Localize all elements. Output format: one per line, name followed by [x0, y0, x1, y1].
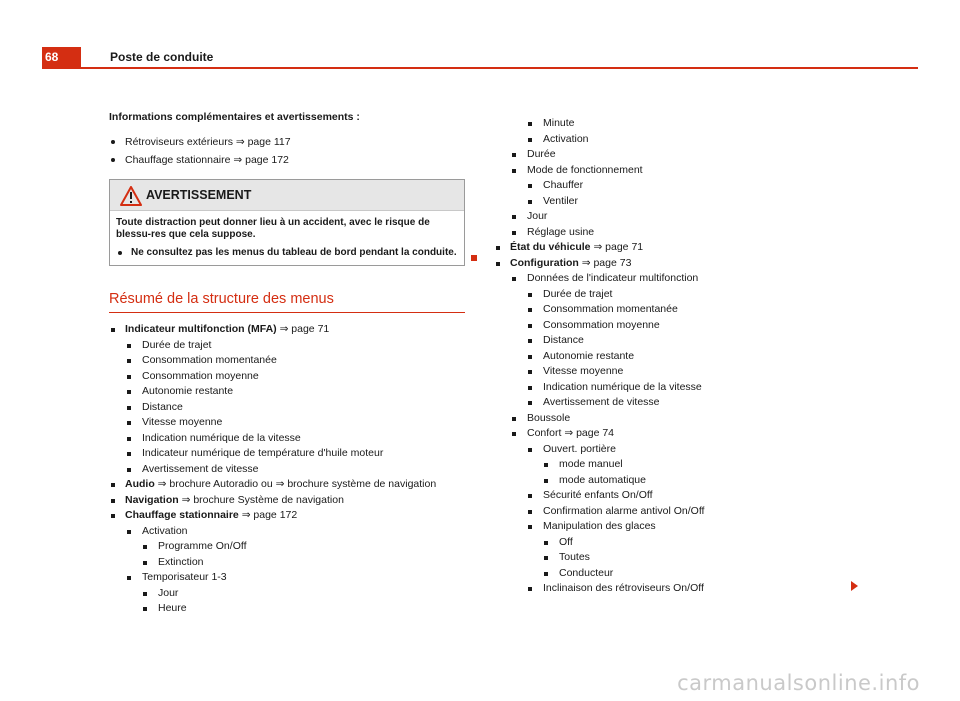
list-item: Avertissement de vitesse — [109, 462, 479, 478]
list-item: Durée de trajet — [109, 338, 479, 354]
list-item: Boussole — [494, 411, 874, 427]
chapter-title: Poste de conduite — [110, 50, 214, 64]
warning-title: AVERTISSEMENT — [110, 180, 464, 211]
list-item: Conducteur — [494, 566, 874, 582]
list-item: Chauffage stationnaire ⇒ page 172 — [109, 151, 465, 169]
page-number: 68 — [42, 47, 81, 67]
list-item: Consommation moyenne — [109, 369, 479, 385]
list-item: Indication numérique de la vitesse — [494, 380, 874, 396]
list-item: État du véhicule ⇒ page 71 — [494, 240, 874, 256]
list-item: Jour — [494, 209, 874, 225]
intro-list — [109, 133, 465, 169]
list-item: Activation — [494, 132, 874, 148]
page-header — [42, 47, 918, 69]
list-item: Distance — [494, 333, 874, 349]
list-item: Rétroviseurs extérieurs ⇒ page 117 — [109, 133, 465, 151]
list-item: Toutes — [494, 550, 874, 566]
list-item: Consommation momentanée — [494, 302, 874, 318]
list-item: Sécurité enfants On/Off — [494, 488, 874, 504]
list-item: Avertissement de vitesse — [494, 395, 874, 411]
list-item: Autonomie restante — [494, 349, 874, 365]
list-item: Audio ⇒ brochure Autoradio ou ⇒ brochure système de navigation — [109, 477, 479, 493]
menu-structure-right — [494, 116, 874, 597]
list-item: Réglage usine — [494, 225, 874, 241]
menu-structure-left — [109, 322, 479, 617]
list-item: Données de l'indicateur multifonction — [494, 271, 874, 287]
list-item: Vitesse moyenne — [494, 364, 874, 380]
list-item: Configuration ⇒ page 73 — [494, 256, 874, 272]
list-item: Ventiler — [494, 194, 874, 210]
warning-text: Toute distraction peut donner lieu à un accident, avec le risque de blessu-res que cela suppose. — [116, 217, 430, 240]
list-item: Consommation moyenne — [494, 318, 874, 334]
list-item: Consommation momentanée — [109, 353, 479, 369]
list-item: Programme On/Off — [109, 539, 479, 555]
watermark: carmanualsonline.info — [677, 671, 920, 695]
warning-bullet: Ne consultez pas les menus du tableau de bord pendant la conduite. — [116, 247, 458, 259]
list-item: Vitesse moyenne — [109, 415, 479, 431]
list-item: Activation — [109, 524, 479, 540]
list-item: Jour — [109, 586, 479, 602]
list-item: Ouvert. portière — [494, 442, 874, 458]
list-item: Extinction — [109, 555, 479, 571]
list-item: Chauffage stationnaire ⇒ page 172 — [109, 508, 479, 524]
section-end-marker — [471, 255, 477, 261]
list-item: Indicateur multifonction (MFA) ⇒ page 71 — [109, 322, 479, 338]
warning-body — [110, 211, 464, 265]
next-page-arrow-icon — [851, 581, 858, 591]
warning-box — [109, 179, 465, 266]
list-item: Manipulation des glaces — [494, 519, 874, 535]
list-item: Chauffer — [494, 178, 874, 194]
list-item: Autonomie restante — [109, 384, 479, 400]
left-column — [109, 111, 465, 266]
list-item: Heure — [109, 601, 479, 617]
section-heading: Résumé de la structure des menus — [109, 291, 465, 313]
list-item: Inclinaison des rétroviseurs On/Off — [494, 581, 874, 597]
list-item: Distance — [109, 400, 479, 416]
list-item: Durée de trajet — [494, 287, 874, 303]
list-item: Indication numérique de la vitesse — [109, 431, 479, 447]
intro-title: Informations complémentaires et avertissements : — [109, 111, 360, 123]
list-item: Indicateur numérique de température d'huile moteur — [109, 446, 479, 462]
list-item: mode automatique — [494, 473, 874, 489]
list-item: Durée — [494, 147, 874, 163]
list-item: Confort ⇒ page 74 — [494, 426, 874, 442]
list-item: Navigation ⇒ brochure Système de navigation — [109, 493, 479, 509]
list-item: Temporisateur 1-3 — [109, 570, 479, 586]
warning-triangle-icon — [120, 186, 142, 206]
list-item: Mode de fonctionnement — [494, 163, 874, 179]
list-item: Confirmation alarme antivol On/Off — [494, 504, 874, 520]
list-item: mode manuel — [494, 457, 874, 473]
list-item: Off — [494, 535, 874, 551]
list-item: Minute — [494, 116, 874, 132]
